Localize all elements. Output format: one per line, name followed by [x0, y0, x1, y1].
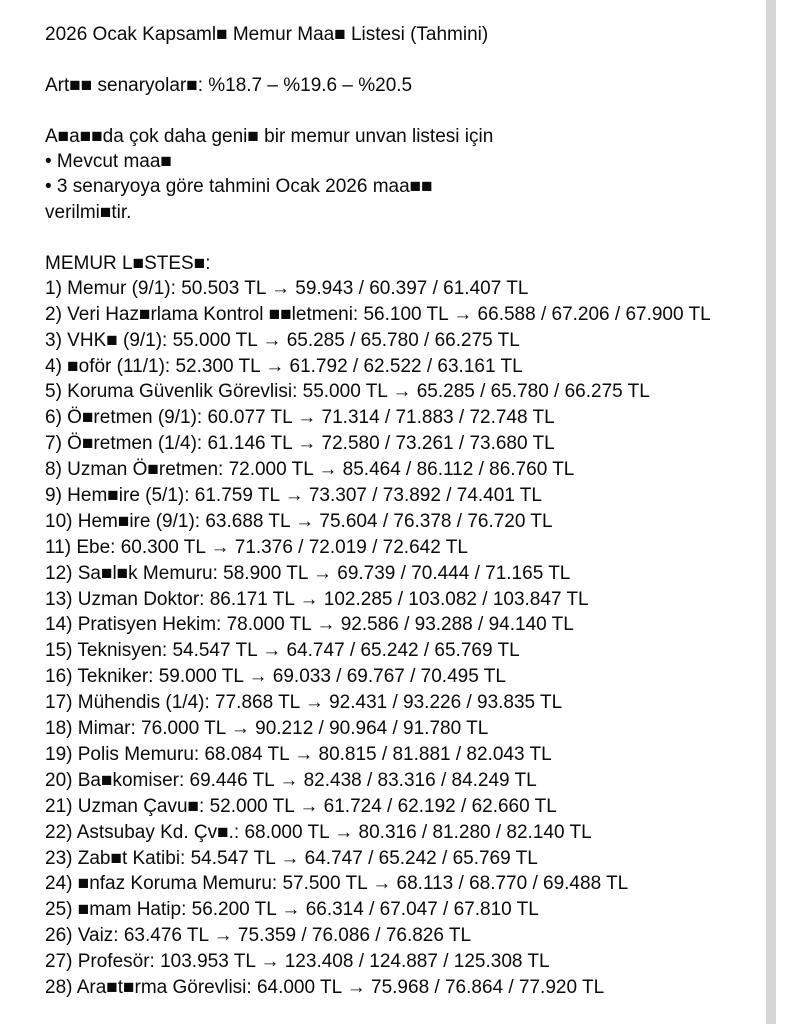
list-item: 9) Hem■ire (5/1): 61.759 TL → 73.307 / 73.892 / 74.401 TL: [45, 485, 542, 507]
document-text: [45, 22, 711, 1001]
list-item: 7) Ö■retmen (1/4): 61.146 TL → 72.580 / 73.261 / 73.680 TL: [45, 433, 555, 455]
list-item: 23) Zab■t Katibi: 54.547 TL → 64.747 / 65.242 / 65.769 TL: [45, 847, 538, 869]
list-item: 19) Polis Memuru: 68.084 TL → 80.815 / 81.881 / 82.043 TL: [45, 743, 552, 765]
list-item: 15) Teknisyen: 54.547 TL → 64.747 / 65.242 / 65.769 TL: [45, 640, 520, 662]
intro-line: A■a■■da çok daha geni■ bir memur unvan listesi için: [45, 125, 494, 147]
list-item: 25) ■mam Hatip: 56.200 TL → 66.314 / 67.047 / 67.810 TL: [45, 899, 539, 921]
intro-line-end: verilmi■tir.: [45, 201, 132, 223]
list-item: 16) Tekniker: 59.000 TL → 69.033 / 69.767 / 70.495 TL: [45, 666, 506, 688]
list-heading: MEMUR L■STES■:: [45, 252, 211, 274]
blank-line: [45, 98, 711, 123]
list-item: 11) Ebe: 60.300 TL → 71.376 / 72.019 / 72.642 TL: [45, 536, 468, 558]
intro-bullet-estimated-salary: • 3 senaryoya göre tahmini Ocak 2026 maa■■: [45, 176, 433, 198]
list-item: 17) Mühendis (1/4): 77.868 TL → 92.431 / 93.226 / 93.835 TL: [45, 692, 563, 714]
list-item: 27) Profesör: 103.953 TL → 123.408 / 124.887 / 125.308 TL: [45, 951, 550, 973]
list-item: 14) Pratisyen Hekim: 78.000 TL → 92.586 / 93.288 / 94.140 TL: [45, 614, 574, 636]
list-item: 12) Sa■l■k Memuru: 58.900 TL → 69.739 / 70.444 / 71.165 TL: [45, 562, 571, 584]
scenario-line: Art■■ senaryolar■: %18.7 – %19.6 – %20.5: [45, 74, 413, 96]
list-item: 26) Vaiz: 63.476 TL → 75.359 / 76.086 / 76.826 TL: [45, 925, 472, 947]
list-item: 28) Ara■t■rma Görevlisi: 64.000 TL → 75.968 / 76.864 / 77.920 TL: [45, 976, 605, 998]
list-item: 3) VHK■ (9/1): 55.000 TL → 65.285 / 65.780 / 66.275 TL: [45, 329, 520, 351]
list-item: 6) Ö■retmen (9/1): 60.077 TL → 71.314 / 71.883 / 72.748 TL: [45, 407, 555, 429]
blank-line: [45, 225, 711, 250]
document-title: 2026 Ocak Kapsaml■ Memur Maa■ Listesi (Tahmini): [45, 24, 489, 45]
intro-bullet-current-salary: • Mevcut maa■: [45, 150, 172, 172]
list-item: 8) Uzman Ö■retmen: 72.000 TL → 85.464 / 86.112 / 86.760 TL: [45, 459, 575, 481]
blank-line: [45, 47, 711, 72]
memur-list: [45, 276, 711, 1001]
page-margin: [776, 0, 795, 1024]
list-item: 4) ■oför (11/1): 52.300 TL → 61.792 / 62.522 / 63.161 TL: [45, 355, 523, 377]
list-item: 13) Uzman Doktor: 86.171 TL → 102.285 / 103.082 / 103.847 TL: [45, 588, 589, 610]
list-item: 5) Koruma Güvenlik Görevlisi: 55.000 TL → 65.285 / 65.780 / 66.275 TL: [45, 381, 650, 403]
list-item: 10) Hem■ire (9/1): 63.688 TL → 75.604 / 76.378 / 76.720 TL: [45, 510, 553, 532]
list-item: 24) ■nfaz Koruma Memuru: 57.500 TL → 68.113 / 68.770 / 69.488 TL: [45, 873, 629, 895]
list-item: 2) Veri Haz■rlama Kontrol ■■letmeni: 56.100 TL → 66.588 / 67.206 / 67.900 TL: [45, 303, 711, 325]
list-item: 1) Memur (9/1): 50.503 TL → 59.943 / 60.397 / 61.407 TL: [45, 277, 529, 299]
page-edge-shadow: [766, 0, 776, 1024]
list-item: 21) Uzman Çavu■: 52.000 TL → 61.724 / 62.192 / 62.660 TL: [45, 795, 557, 817]
list-item: 18) Mimar: 76.000 TL → 90.212 / 90.964 / 91.780 TL: [45, 718, 489, 740]
list-item: 22) Astsubay Kd. Çv■.: 68.000 TL → 80.316 / 81.280 / 82.140 TL: [45, 821, 592, 843]
list-item: 20) Ba■komiser: 69.446 TL → 82.438 / 83.316 / 84.249 TL: [45, 769, 537, 791]
